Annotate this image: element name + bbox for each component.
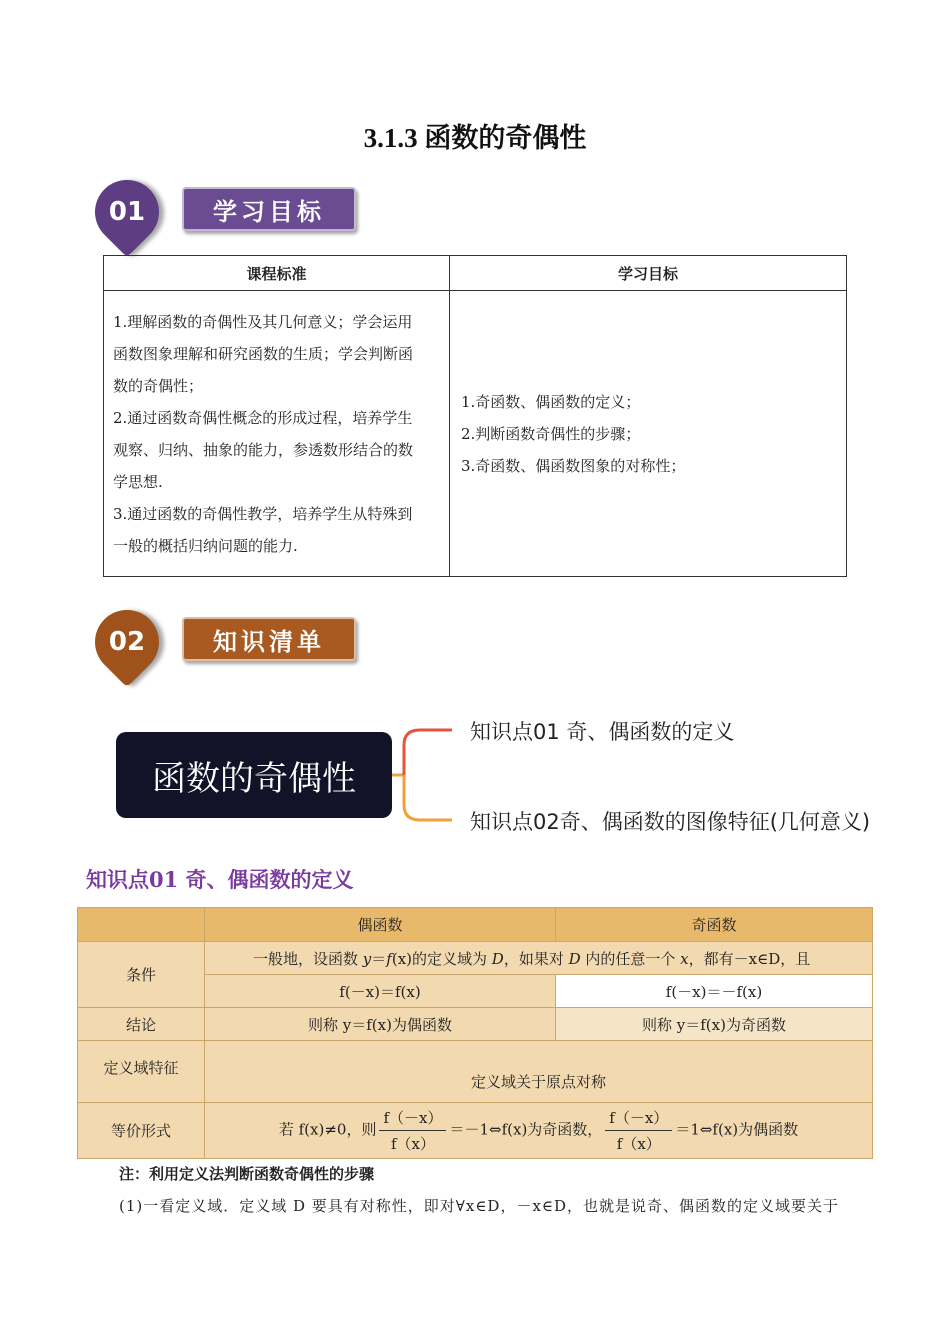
row-label-condition: 条件: [78, 942, 205, 1008]
text: ＝－1⇔f(x)为奇函数，: [449, 1120, 603, 1139]
row-label-domain: 定义域特征: [78, 1041, 205, 1103]
definition-table: [77, 907, 873, 1159]
header-course-standard: 课程标准: [104, 256, 450, 291]
goals-table: [103, 255, 847, 577]
text: ＝: [371, 949, 387, 968]
standard-line: 3.通过函数的奇偶性教学，培养学生从特殊到: [113, 504, 413, 523]
var-x: x: [680, 949, 689, 968]
denominator: f（x）: [616, 1135, 661, 1153]
numerator: f（－x）: [379, 1107, 446, 1131]
mindmap-branch-2: 知识点02奇、偶函数的图像特征(几何意义): [470, 810, 871, 834]
condition-common: [205, 942, 873, 975]
text: 内的任意一个: [580, 949, 681, 968]
objective-line: 2.判断函数奇偶性的步骤；: [461, 424, 641, 443]
note-title: 注：利用定义法判断函数奇偶性的步骤: [119, 1165, 375, 1183]
fraction: [605, 1107, 672, 1154]
var-D: D: [568, 949, 581, 968]
section-label-knowledge-list: 知识清单: [182, 617, 356, 661]
document-title: 3.1.3 函数的奇偶性: [363, 123, 587, 153]
section-label-learning-goals: 学习目标: [182, 187, 356, 231]
learning-goals-cell: [450, 291, 847, 577]
header-learning-goals: 学习目标: [450, 256, 847, 291]
var-D: D: [491, 949, 504, 968]
standard-line: 函数图象理解和研究函数的生质；学会判断函: [113, 344, 414, 363]
badge-number: 01: [108, 197, 146, 227]
text: ，都有－x∈D，且: [688, 949, 811, 968]
var-f: f: [386, 949, 392, 968]
numerator: f（－x）: [605, 1107, 672, 1131]
text: ，如果对: [503, 949, 569, 968]
header-odd: 奇函数: [556, 908, 873, 942]
text: 若 f(x)≠0，则: [278, 1120, 377, 1139]
standard-line: 2.通过函数奇偶性概念的形成过程，培养学生: [113, 408, 413, 427]
standard-line: 数的奇偶性；: [113, 376, 204, 395]
row-label-conclusion: 结论: [78, 1008, 205, 1041]
standard-line: 1.理解函数的奇偶性及其几何意义；学会运用: [113, 312, 413, 331]
odd-conclusion: 则称 y＝f(x)为奇函数: [556, 1008, 873, 1041]
mindmap-center-node: 函数的奇偶性: [116, 732, 392, 818]
fraction: [379, 1107, 446, 1154]
odd-condition: f(－x)＝－f(x): [556, 975, 873, 1008]
mindmap-branch-1: 知识点01 奇、偶函数的定义: [470, 720, 735, 744]
text: ＝1⇔f(x)为偶函数: [675, 1120, 799, 1139]
standard-line: 观察、归纳、抽象的能力，参透数形结合的数: [113, 440, 414, 459]
objective-line: 1.奇函数、偶函数的定义；: [461, 392, 641, 411]
course-standard-cell: [104, 291, 450, 577]
header-even: 偶函数: [205, 908, 556, 942]
text: (x)的定义域为: [391, 949, 492, 968]
var-y: y: [362, 949, 372, 968]
knowledge-point-heading: 知识点01 奇、偶函数的定义: [86, 867, 354, 892]
objective-line: 3.奇函数、偶函数图象的对称性；: [461, 456, 686, 475]
row-label-equivalent: 等价形式: [78, 1103, 205, 1159]
corner-cell: [78, 908, 205, 942]
denominator: f（x）: [390, 1135, 435, 1153]
equivalent-form: [205, 1103, 873, 1159]
badge-number: 02: [108, 627, 146, 657]
mindmap-connectors: [390, 720, 470, 830]
even-condition: f(－x)＝f(x): [205, 975, 556, 1008]
domain-text: 定义域关于原点对称: [205, 1041, 873, 1103]
even-conclusion: 则称 y＝f(x)为偶函数: [205, 1008, 556, 1041]
standard-line: 一般的概括归纳问题的能力.: [113, 536, 298, 555]
text: 一般地，设函数: [253, 949, 363, 968]
standard-line: 学思想.: [113, 472, 163, 491]
note-step-1: (1)一看定义域．定义域 D 要具有对称性，即对∀x∈D，－x∈D，也就是说奇、偶函数的定义域要关于: [119, 1197, 840, 1215]
